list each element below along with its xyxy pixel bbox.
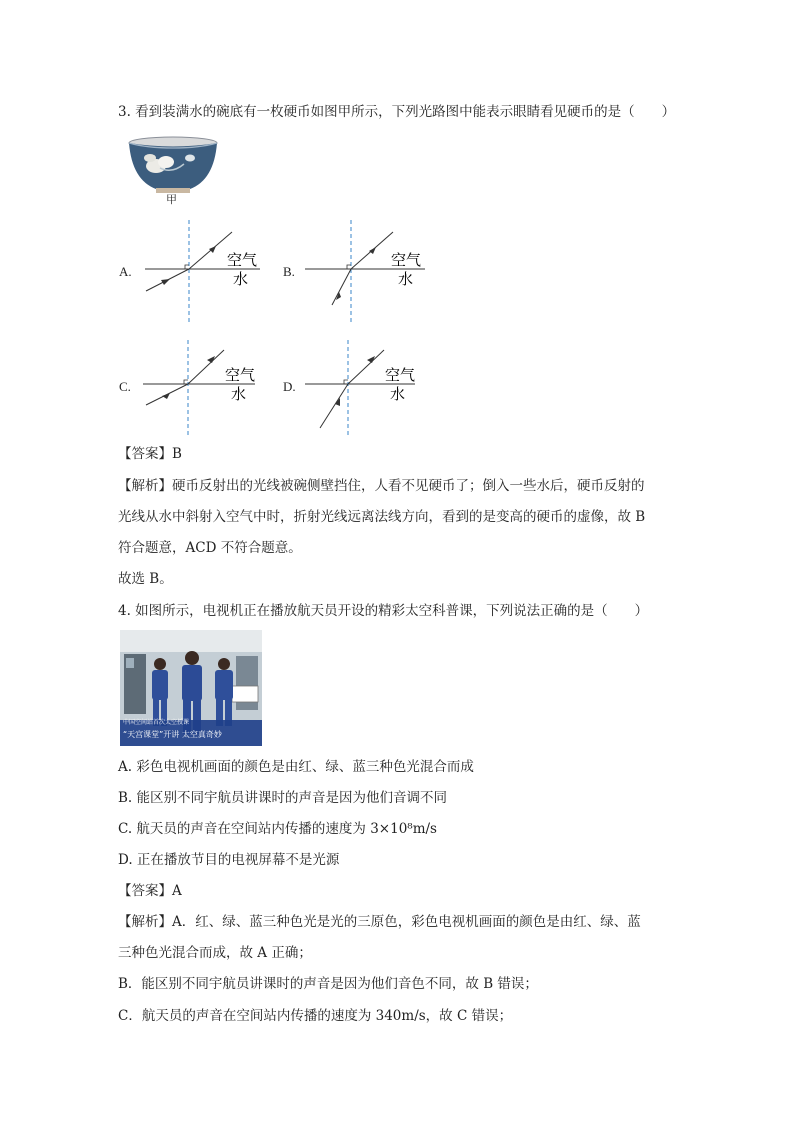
option-a-water-label: 水 [233,270,249,288]
q4-answer: 【答案】A [118,883,182,899]
q4-option-c: C. 航天员的声音在空间站内传播的速度为 3×10⁸m/s [118,821,437,837]
bowl-figure-caption: 甲 [166,193,177,206]
tv-caption-top: 中国空间站首次太空授课 [123,719,190,726]
q4-analysis-line-3: B．能区别不同宇航员讲课时的声音是因为他们音色不同，故 B 错误； [118,976,538,992]
option-c-air-label: 空气 [225,366,256,384]
tv-screenshot-image [120,630,262,746]
tv-caption-bottom: “天宫课堂”开讲 太空真奇妙 [123,730,222,739]
q4-option-b: B. 能区别不同宇航员讲课时的声音是因为他们音调不同 [118,790,448,806]
q4-analysis-line-2: 三种色光混合而成，故 A 正确； [118,945,312,961]
option-d-air-label: 空气 [385,366,416,384]
option-a-air-label: 空气 [227,251,258,269]
q3-analysis-line-1: 【解析】硬币反射出的光线被碗侧壁挡住，人看不见硬币了；倒入一些水后，硬币反射的 [118,478,645,494]
option-c-water-label: 水 [231,385,247,403]
q3-conclusion: 故选 B。 [118,571,173,587]
q4-stem: 4. 如图所示，电视机正在播放航天员开设的精彩太空科普课，下列说法正确的是（ ） [118,603,649,619]
q4-option-d: D. 正在播放节目的电视屏幕不是光源 [118,852,340,868]
option-a-label: A. [119,264,132,279]
q4-analysis-line-4: C．航天员的声音在空间站内传播的速度为 340m/s，故 C 错误； [118,1008,513,1024]
option-b-water-label: 水 [398,270,414,288]
option-c-ray-diagram [140,338,275,438]
bowl-image [126,136,220,196]
q3-answer: 【答案】B [118,446,182,462]
q4-analysis-line-1: 【解析】A．红、绿、蓝三种色光是光的三原色，彩色电视机画面的颜色是由红、绿、蓝 [118,914,641,930]
option-d-water-label: 水 [390,385,406,403]
option-a-ray-diagram [140,218,275,326]
option-c-label: C. [119,379,131,394]
option-d-ray-diagram [302,338,437,438]
q4-option-a: A. 彩色电视机画面的颜色是由红、绿、蓝三种色光混合而成 [118,759,474,775]
option-b-ray-diagram [302,218,437,326]
option-b-label: B. [283,264,295,279]
option-b-air-label: 空气 [391,251,422,269]
option-d-label: D. [283,379,296,394]
q3-stem: 3. 看到装满水的碗底有一枚硬币如图甲所示，下列光路图中能表示眼睛看见硬币的是（ ） [118,104,676,120]
q3-analysis-line-3: 符合题意，ACD 不符合题意。 [118,540,302,556]
q3-analysis-line-2: 光线从水中斜射入空气中时，折射光线远离法线方向，看到的是变高的硬币的虚像，故 B [118,509,646,525]
